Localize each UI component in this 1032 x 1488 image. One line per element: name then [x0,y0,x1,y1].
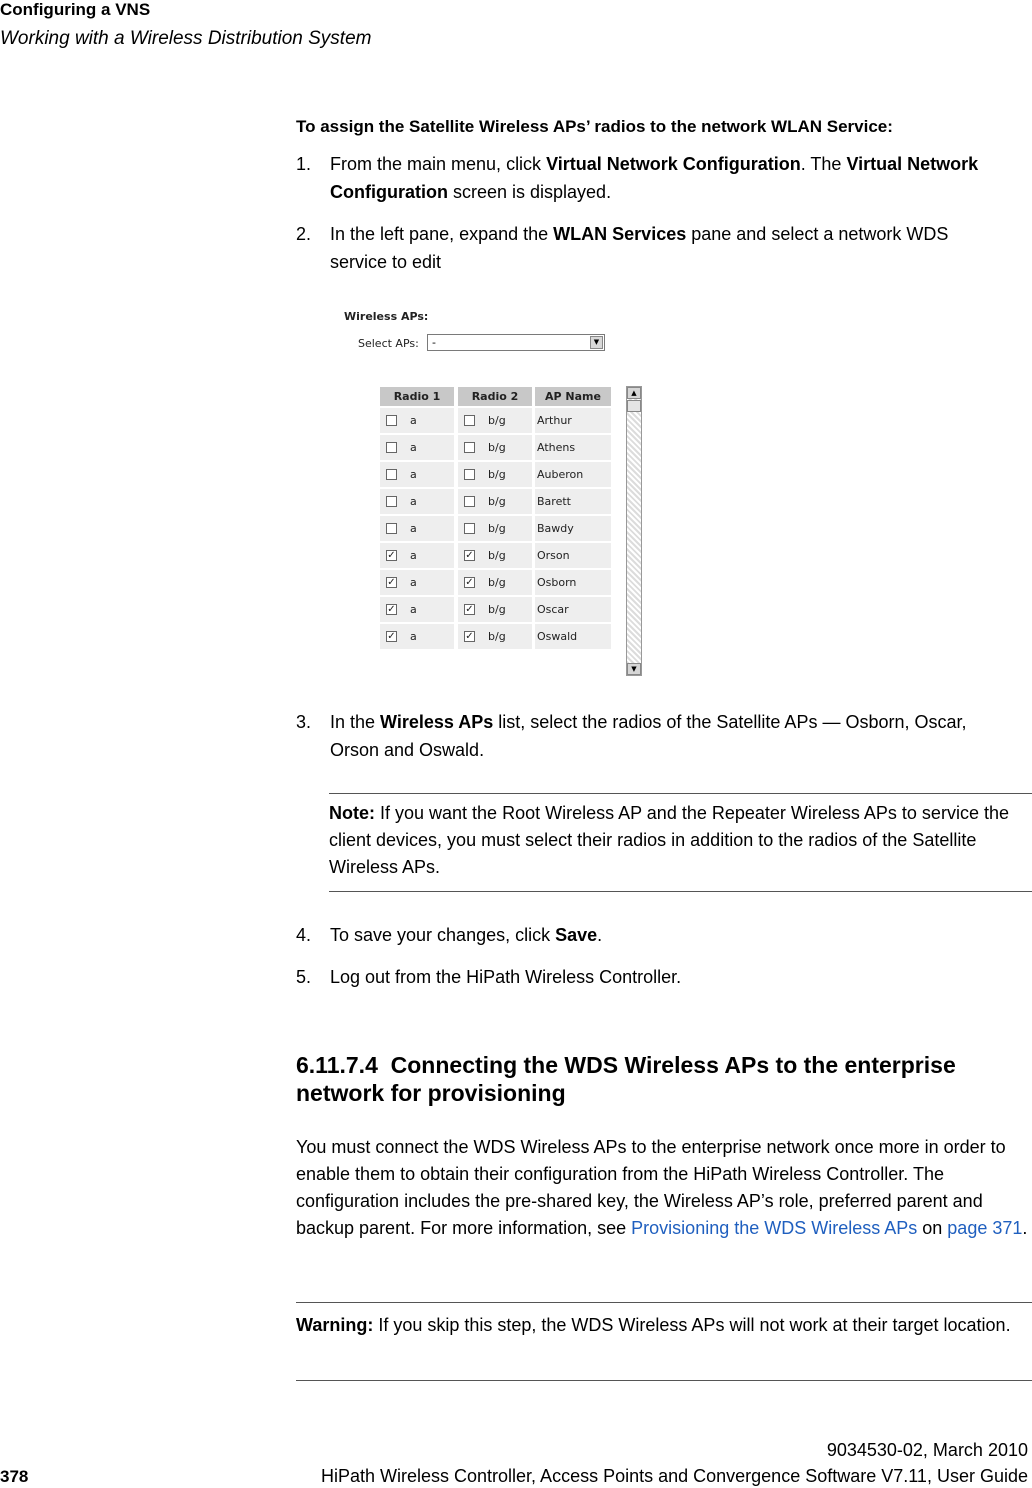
section-number: 6.11.7.4 [296,1052,378,1078]
radio2-checkbox[interactable] [464,415,475,426]
radio1-label: a [410,468,417,481]
section-subtitle: Working with a Wireless Distribution System [0,28,372,49]
radio1-checkbox[interactable]: ✓ [387,577,396,588]
cell-radio2 [458,570,532,595]
link-page-371[interactable]: page 371 [947,1218,1023,1238]
step-text: In the Wireless APs list, select the radios of the Satellite APs — Osborn, Oscar, Orson and Oswald. [330,712,967,760]
footer-guide-title: HiPath Wireless Controller, Access Points and Convergence Software V7.11, User Guide [320,1466,1028,1486]
ap-name-label: Barett [537,495,571,508]
radio1-label: a [410,630,417,643]
step-text: In the left pane, expand the WLAN Services pane and select a network WDS service to edit [330,224,949,272]
cell-ap-name [535,570,611,595]
scroll-up-icon[interactable]: ▲ [627,387,641,399]
cell-ap-name [535,489,611,514]
step-3 [296,708,1032,764]
footer-page-number: 378 [0,1467,29,1486]
cell-radio2 [458,408,532,433]
note-box [329,800,1032,881]
cell-radio2 [458,543,532,568]
step-1 [296,150,1032,206]
radio1-checkbox[interactable] [386,496,397,507]
chapter-title: Configuring a VNS [0,0,151,19]
step-4 [296,921,1032,949]
warning-text: If you skip this step, the WDS Wireless APs will not work at their target location. [373,1315,1011,1335]
scroll-down-icon[interactable]: ▼ [627,663,641,675]
select-aps-label: Select APs: [358,337,419,350]
step-number: 1. [296,154,312,174]
note-bottom-rule [329,891,1032,892]
cell-radio1 [380,462,454,487]
select-aps-value: - [432,336,436,349]
cell-radio1 [380,570,454,595]
ap-name-label: Osborn [537,576,577,589]
cell-ap-name [535,462,611,487]
step-number: 5. [296,967,312,987]
cell-radio1 [380,624,454,649]
ap-name-label: Bawdy [537,522,574,535]
step-text: Log out from the HiPath Wireless Controller. [330,967,682,987]
col-header-radio1: Radio 1 [380,387,454,406]
radio2-label: b/g [488,468,506,481]
cell-radio1 [380,543,454,568]
radio2-checkbox[interactable] [464,442,475,453]
cell-radio1 [380,435,454,460]
radio1-label: a [410,522,417,535]
radio2-label: b/g [488,603,506,616]
radio1-label: a [410,549,417,562]
radio2-label: b/g [488,495,506,508]
cell-ap-name [535,597,611,622]
radio1-checkbox[interactable]: ✓ [387,604,396,615]
ap-name-label: Auberon [537,468,584,481]
note-text: If you want the Root Wireless AP and the Repeater Wireless APs to service the client devices, you must select their radios in addition to the radios of the Satellite Wireless APs. [329,803,1009,877]
radio2-checkbox[interactable]: ✓ [465,550,474,561]
radio2-checkbox[interactable] [464,523,475,534]
radio2-label: b/g [488,414,506,427]
radio2-label: b/g [488,549,506,562]
warning-top-rule [296,1302,1032,1303]
step-2 [296,220,1032,276]
grid-scrollbar[interactable] [626,386,642,676]
cell-radio2 [458,489,532,514]
radio1-label: a [410,603,417,616]
radio2-label: b/g [488,441,506,454]
cell-radio2 [458,516,532,541]
ap-name-label: Oscar [537,603,569,616]
radio2-checkbox[interactable] [464,496,475,507]
ap-name-label: Oswald [537,630,578,643]
step-text: From the main menu, click Virtual Network Configuration. The Virtual Network Configuration screen is displayed. [330,154,979,202]
warning-box [296,1312,1032,1339]
cell-ap-name [535,624,611,649]
radio2-checkbox[interactable] [464,469,475,480]
radio2-checkbox[interactable]: ✓ [465,577,474,588]
step-number: 4. [296,925,312,945]
step-5 [296,963,1032,991]
warning-bottom-rule [296,1380,1032,1381]
radio1-label: a [410,576,417,589]
warning-label: Warning: [296,1315,374,1335]
cell-ap-name [535,435,611,460]
ap-name-label: Athens [537,441,576,454]
radio1-checkbox[interactable] [386,442,397,453]
radio1-checkbox[interactable] [386,469,397,480]
cell-radio1 [380,408,454,433]
radio1-checkbox[interactable] [386,415,397,426]
section-heading [296,1051,1026,1107]
wireless-aps-screenshot [330,300,660,685]
cell-ap-name [535,543,611,568]
radio2-label: b/g [488,576,506,589]
body-paragraph: You must connect the WDS Wireless APs to the enterprise network once more in order to enable them to obtain their configuration from the HiPath Wireless Controller. The configuration includes the pre-shared key, the Wireless AP’s role, preferred parent and backup parent. For more information, see Provisioning the WDS Wireless APs on page 371. [296,1137,1028,1238]
radio1-checkbox[interactable]: ✓ [387,550,396,561]
radio1-label: a [410,414,417,427]
ap-name-label: Orson [537,549,570,562]
section-title: Connecting the WDS Wireless APs to the enterprise network for provisioning [296,1052,956,1106]
footer-doc-id: 9034530-02, March 2010 [826,1440,1028,1460]
radio1-label: a [410,441,417,454]
cell-ap-name [535,516,611,541]
col-header-ap-name: AP Name [535,387,611,406]
chevron-down-icon[interactable]: ▼ [590,336,603,349]
wireless-aps-title: Wireless APs: [344,310,429,323]
select-aps-dropdown[interactable] [427,334,605,351]
radio1-checkbox[interactable] [386,523,397,534]
cell-radio2 [458,624,532,649]
cell-radio2 [458,435,532,460]
cell-radio2 [458,597,532,622]
cell-ap-name [535,408,611,433]
radio1-checkbox[interactable]: ✓ [387,631,396,642]
cell-radio1 [380,516,454,541]
scroll-thumb[interactable] [627,400,641,412]
procedure-title: To assign the Satellite Wireless APs’ radios to the network WLAN Service: [296,117,893,136]
radio2-label: b/g [488,522,506,535]
cell-radio1 [380,597,454,622]
step-number: 2. [296,224,312,244]
cell-radio1 [380,489,454,514]
link-provisioning[interactable]: Provisioning the WDS Wireless APs [631,1218,918,1238]
ap-name-label: Arthur [537,414,572,427]
step-text: To save your changes, click Save. [330,925,603,945]
note-label: Note: [329,803,375,823]
cell-radio2 [458,462,532,487]
col-header-radio2: Radio 2 [458,387,532,406]
note-top-rule [329,793,1032,794]
step-number: 3. [296,712,312,732]
radio1-label: a [410,495,417,508]
radio2-checkbox[interactable]: ✓ [465,604,474,615]
radio2-checkbox[interactable]: ✓ [465,631,474,642]
radio2-label: b/g [488,630,506,643]
